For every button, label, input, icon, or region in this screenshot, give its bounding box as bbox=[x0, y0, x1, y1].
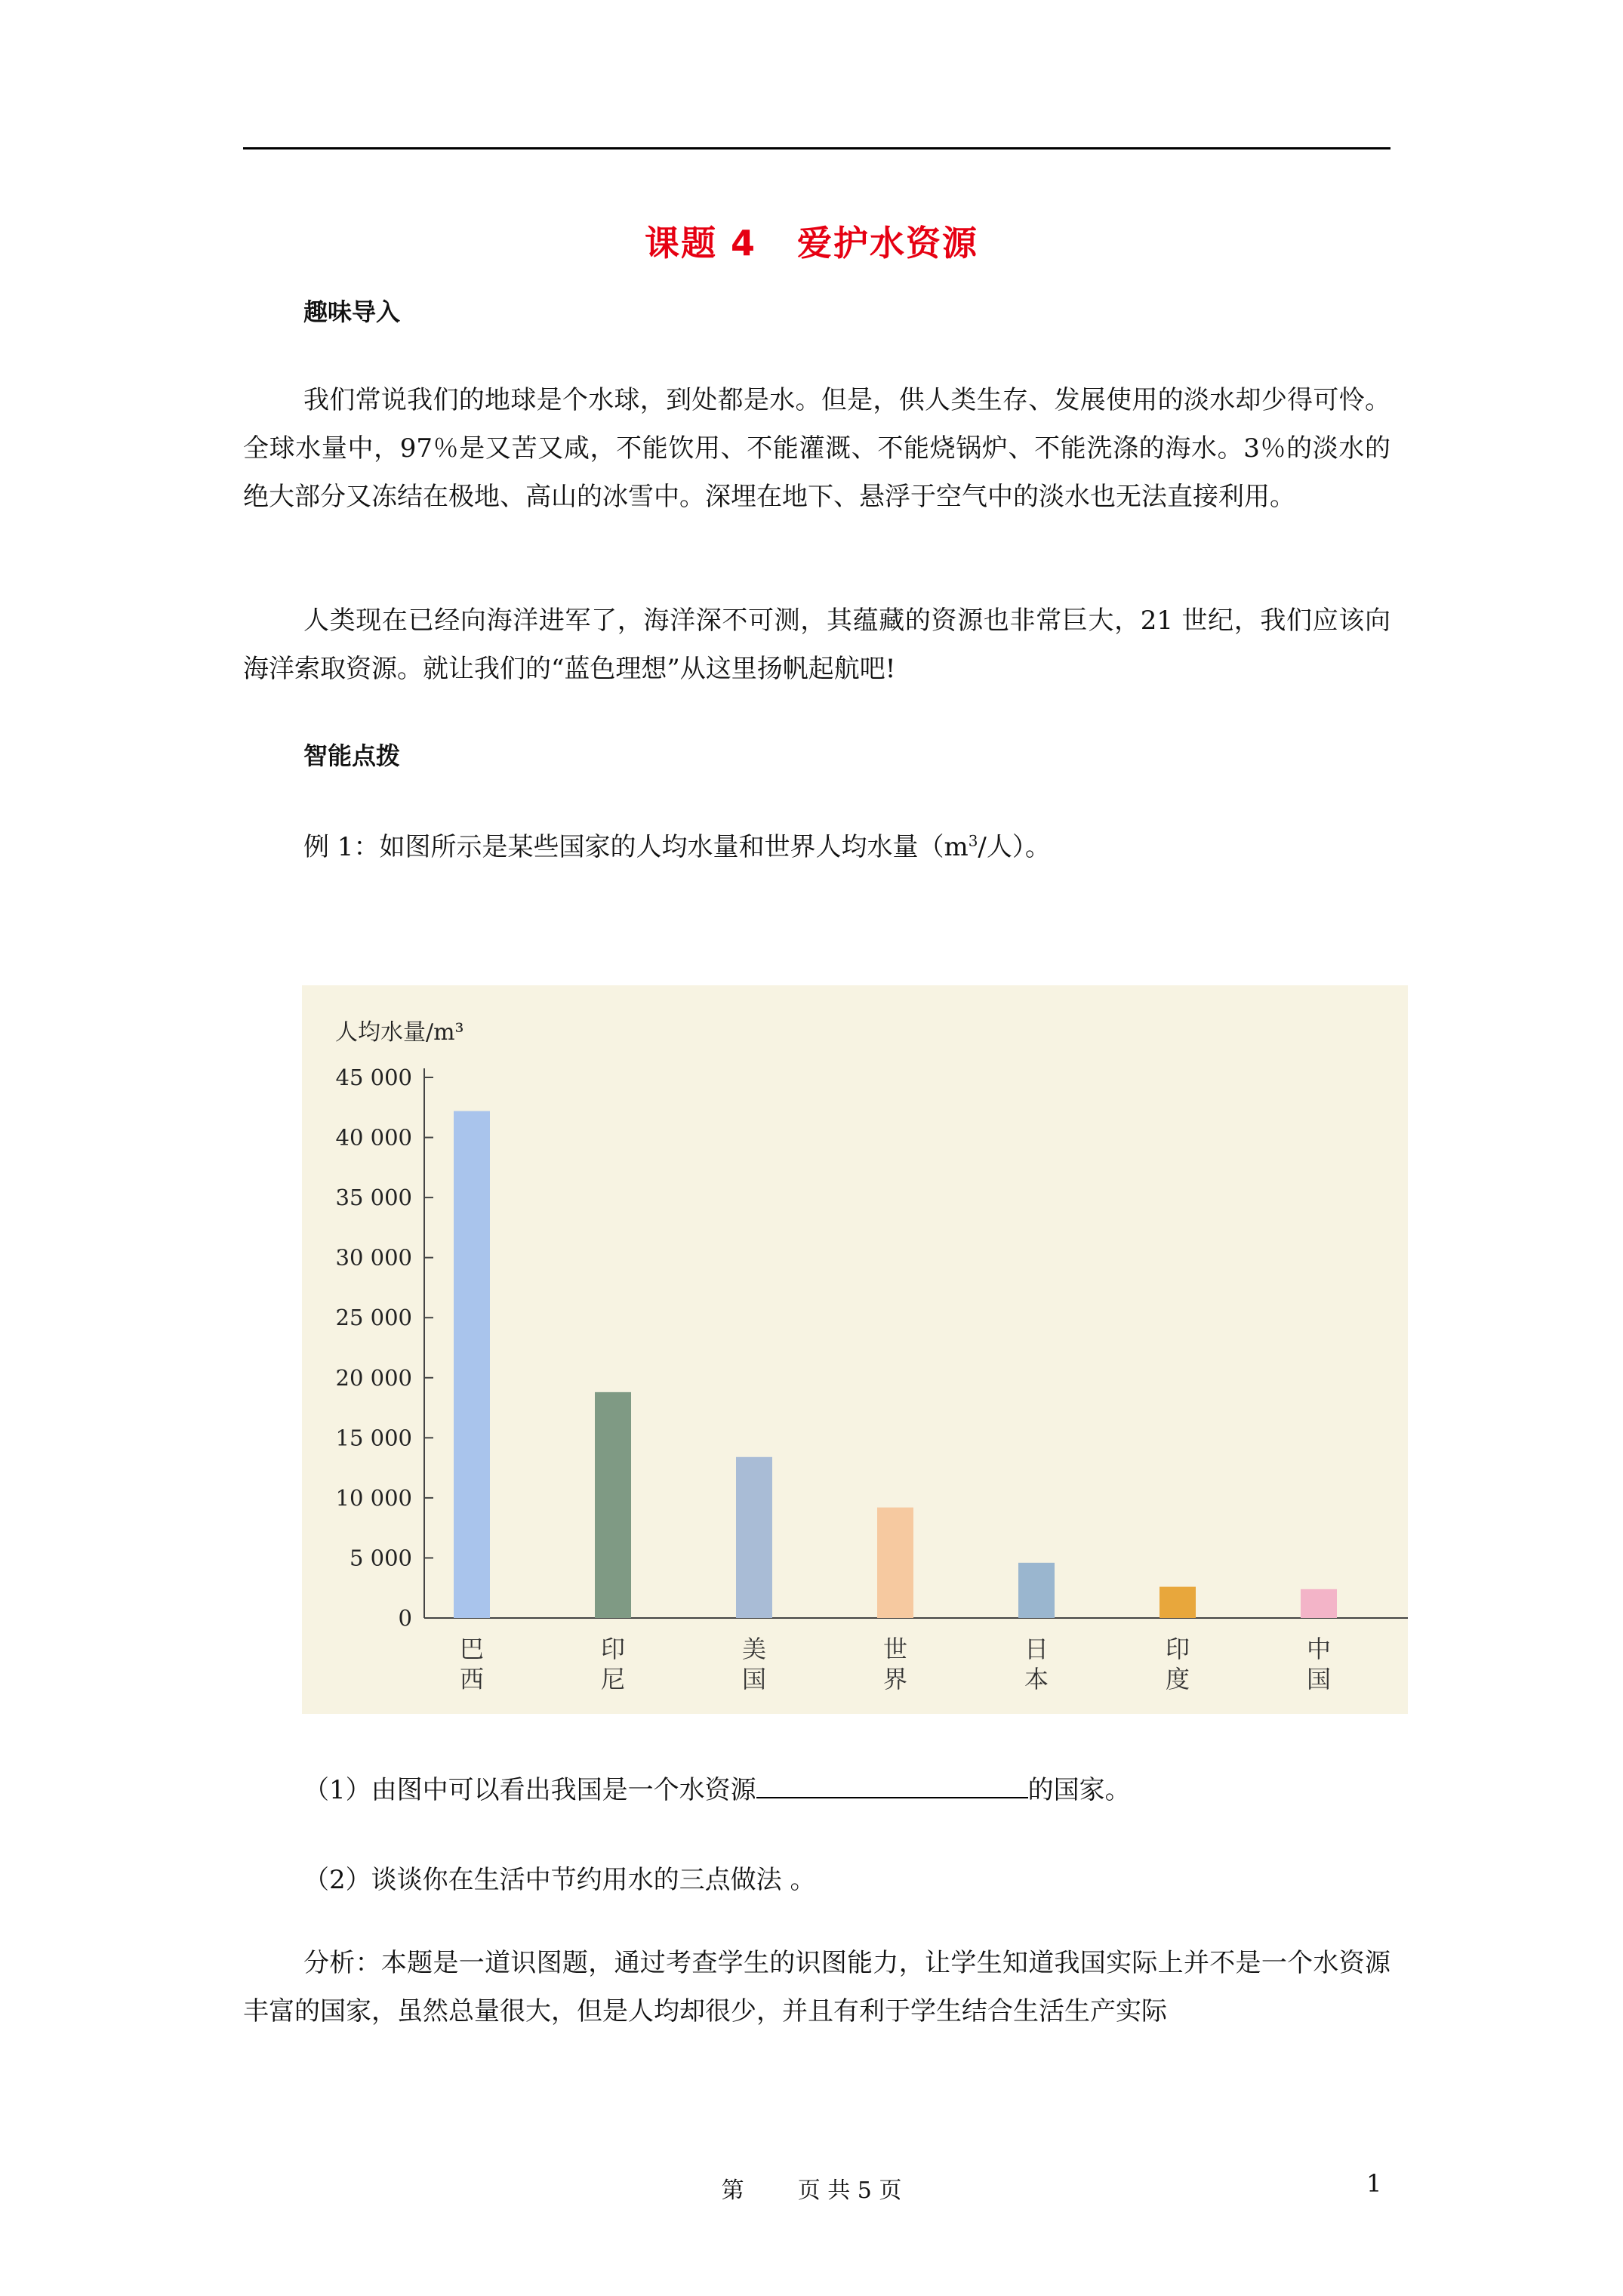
answer-blank[interactable] bbox=[756, 1771, 1028, 1798]
question-1: （1）由图中可以看出我国是一个水资源 的国家。 bbox=[303, 1769, 1131, 1806]
x-tick-label: 本 bbox=[1024, 1665, 1049, 1693]
x-tick-label: 国 bbox=[1306, 1665, 1332, 1693]
y-tick-label: 40 000 bbox=[335, 1124, 412, 1151]
superscript: 3 bbox=[968, 831, 978, 850]
intro-heading: 趣味导入 bbox=[303, 297, 401, 326]
y-tick-label: 20 000 bbox=[335, 1364, 412, 1391]
x-tick-label: 日 bbox=[1024, 1635, 1049, 1663]
y-tick-label: 30 000 bbox=[335, 1244, 412, 1271]
analysis-paragraph: 分析：本题是一道识图题，通过考查学生的识图能力，让学生知道我国实际上并不是一个水资源丰富的国家，虽然总量很大，但是人均却很少，并且有利于学生结合生活生产实际 bbox=[243, 1948, 1390, 2026]
x-tick-label: 印 bbox=[600, 1635, 626, 1663]
bar-4 bbox=[877, 1508, 913, 1618]
y-tick-label: 35 000 bbox=[335, 1185, 412, 1211]
header-rule bbox=[243, 147, 1390, 149]
x-tick-label: 界 bbox=[882, 1665, 908, 1693]
x-tick-label: 国 bbox=[741, 1665, 767, 1693]
lesson-title: 爱护水资源 bbox=[797, 223, 979, 264]
y-tick-label: 0 bbox=[398, 1605, 412, 1631]
y-tick-label: 25 000 bbox=[335, 1305, 412, 1331]
x-tick-label: 世 bbox=[882, 1635, 908, 1663]
y-tick-label: 45 000 bbox=[335, 1065, 412, 1090]
bar-chart-svg bbox=[302, 985, 1408, 1714]
lesson-number: 课题 4 bbox=[644, 223, 757, 264]
bar-2 bbox=[595, 1392, 631, 1618]
intro-paragraph-1: 我们常说我们的地球是个水球，到处都是水。但是，供人类生存、发展使用的淡水却少得可怜。全球水量中，97％是又苦又咸，不能饮用、不能灌溉、不能烧锅炉、不能洗涤的海水。3％的淡水的绝大部分又冻结在极地、高山的冰雪中。深埋在地下、悬浮于空气中的淡水也无法直接利用。 bbox=[243, 385, 1390, 512]
x-tick-label: 西 bbox=[459, 1665, 485, 1693]
x-tick-label: 美 bbox=[741, 1635, 767, 1663]
page-number: 1 bbox=[1366, 2169, 1382, 2198]
x-tick-label: 度 bbox=[1165, 1665, 1190, 1693]
y-tick-label: 15 000 bbox=[335, 1425, 412, 1451]
bar-7 bbox=[1301, 1589, 1337, 1618]
guide-heading: 智能点拨 bbox=[303, 741, 401, 770]
y-axis-title: 人均水量/m³ bbox=[335, 1019, 464, 1046]
bar-1 bbox=[454, 1111, 490, 1618]
bar-5 bbox=[1018, 1563, 1055, 1618]
bar-3 bbox=[736, 1457, 772, 1618]
page-footer: 第 页 共 5 页 bbox=[721, 2177, 902, 2204]
intro-paragraph-2: 人类现在已经向海洋进军了，海洋深不可测，其蕴藏的资源也非常巨大，21 世纪，我们应该向海洋索取资源。就让我们的“蓝色理想”从这里扬帆起航吧! bbox=[243, 606, 1390, 684]
x-tick-label: 巴 bbox=[459, 1635, 485, 1663]
question-2: （2）谈谈你在生活中节约用水的三点做法 。 bbox=[303, 1865, 816, 1895]
y-tick-label: 10 000 bbox=[335, 1484, 412, 1511]
x-tick-label: 尼 bbox=[600, 1665, 626, 1693]
example-1-text: 例 1：如图所示是某些国家的人均水量和世界人均水量（$m^3/$人）。 bbox=[303, 831, 1051, 862]
page-title bbox=[0, 216, 1623, 266]
water-per-capita-chart bbox=[302, 985, 1408, 1714]
bar-6 bbox=[1160, 1587, 1196, 1618]
x-tick-label: 中 bbox=[1306, 1635, 1332, 1663]
y-tick-label: 5 000 bbox=[349, 1545, 412, 1571]
x-tick-label: 印 bbox=[1165, 1635, 1190, 1663]
